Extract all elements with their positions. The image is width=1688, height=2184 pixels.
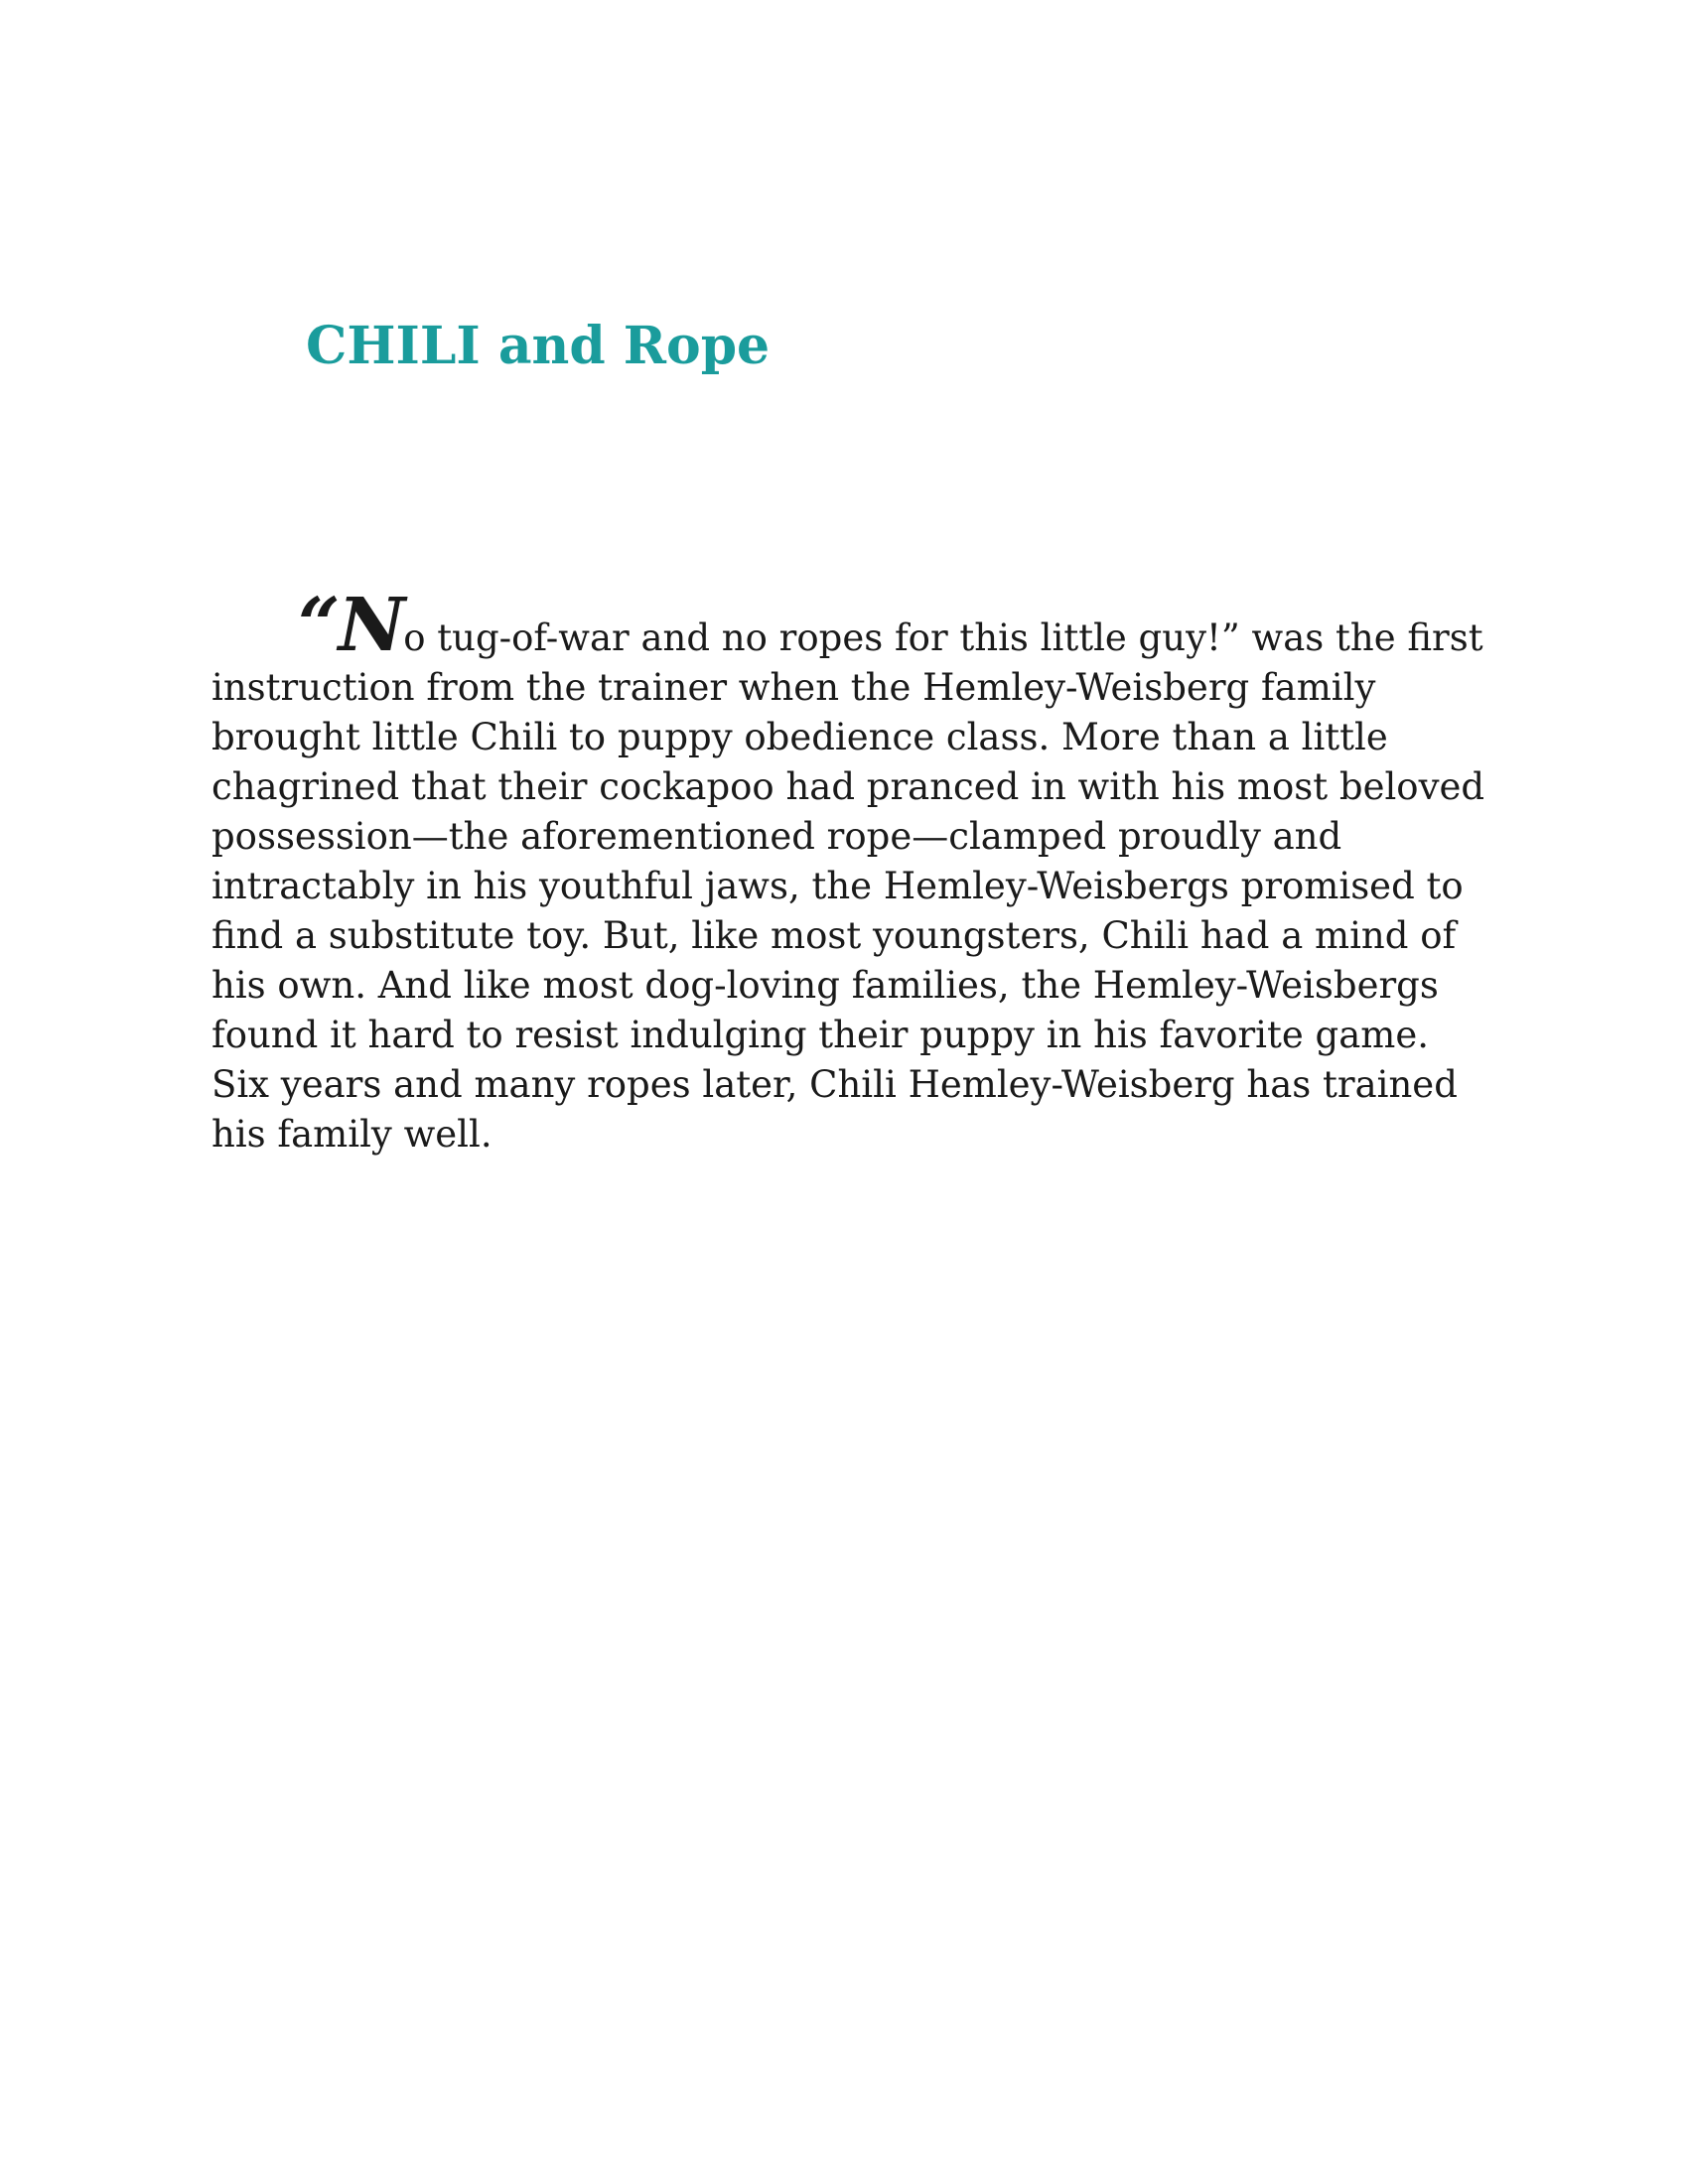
paragraph-line-1 <box>211 583 1522 668</box>
paragraph-line-3: brought little Chili to puppy obedience class. More than a little <box>211 716 1388 758</box>
story-title: CHILI and Rope <box>306 316 771 376</box>
paragraph-line-8: his own. And like most dog-loving families, the Hemley-Weisbergs <box>211 964 1439 1007</box>
paragraph-line-11: his family well. <box>211 1113 492 1156</box>
paragraph-line-10: Six years and many ropes later, Chili Hemley-Weisberg has trained <box>211 1063 1458 1106</box>
paragraph-line-4: chagrined that their cockapoo had pranced in with his most beloved <box>211 765 1485 808</box>
paragraph-line-9: found it hard to resist indulging their puppy in his favorite game. <box>211 1014 1430 1056</box>
paragraph-line-2: instruction from the trainer when the Hemley-Weisberg family <box>211 666 1376 709</box>
paragraph-line-7: find a substitute toy. But, like most youngsters, Chili had a mind of <box>211 914 1457 957</box>
paragraph-line-1-text: o tug-of-war and no ropes for this little guy!” was the first <box>403 616 1483 659</box>
paragraph-line-5: possession—the aforementioned rope—clamped proudly and <box>211 815 1342 858</box>
paragraph-line-6: intractably in his youthful jaws, the Hemley-Weisbergs promised to <box>211 865 1464 907</box>
story-paragraph <box>211 583 1522 1160</box>
drop-cap: “N <box>298 583 404 668</box>
